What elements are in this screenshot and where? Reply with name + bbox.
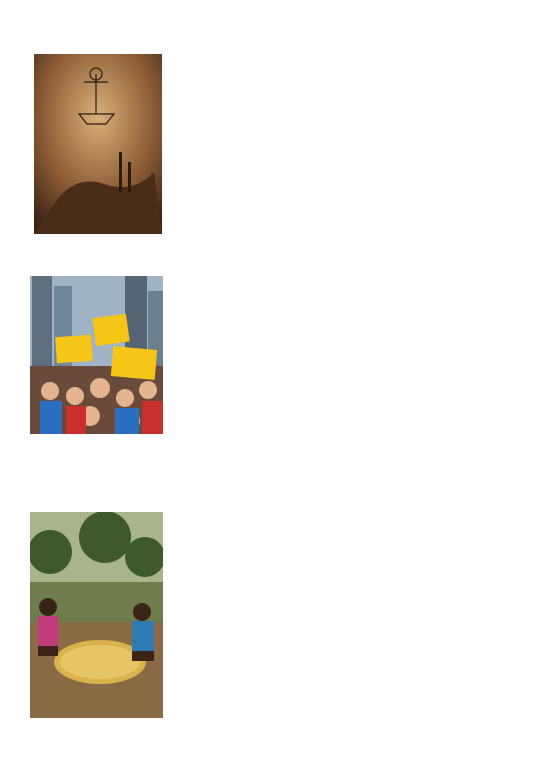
event2-soiree <box>172 306 512 347</box>
bottom-decorative-stripe <box>0 741 537 759</box>
top-decorative-stripe <box>0 0 537 14</box>
protest-photo-art <box>30 276 163 434</box>
market-photo <box>30 512 163 718</box>
book-cover-image <box>34 54 162 234</box>
protest-photo <box>30 276 163 434</box>
book-cover-art <box>34 54 162 234</box>
market-photo-art <box>30 512 163 718</box>
